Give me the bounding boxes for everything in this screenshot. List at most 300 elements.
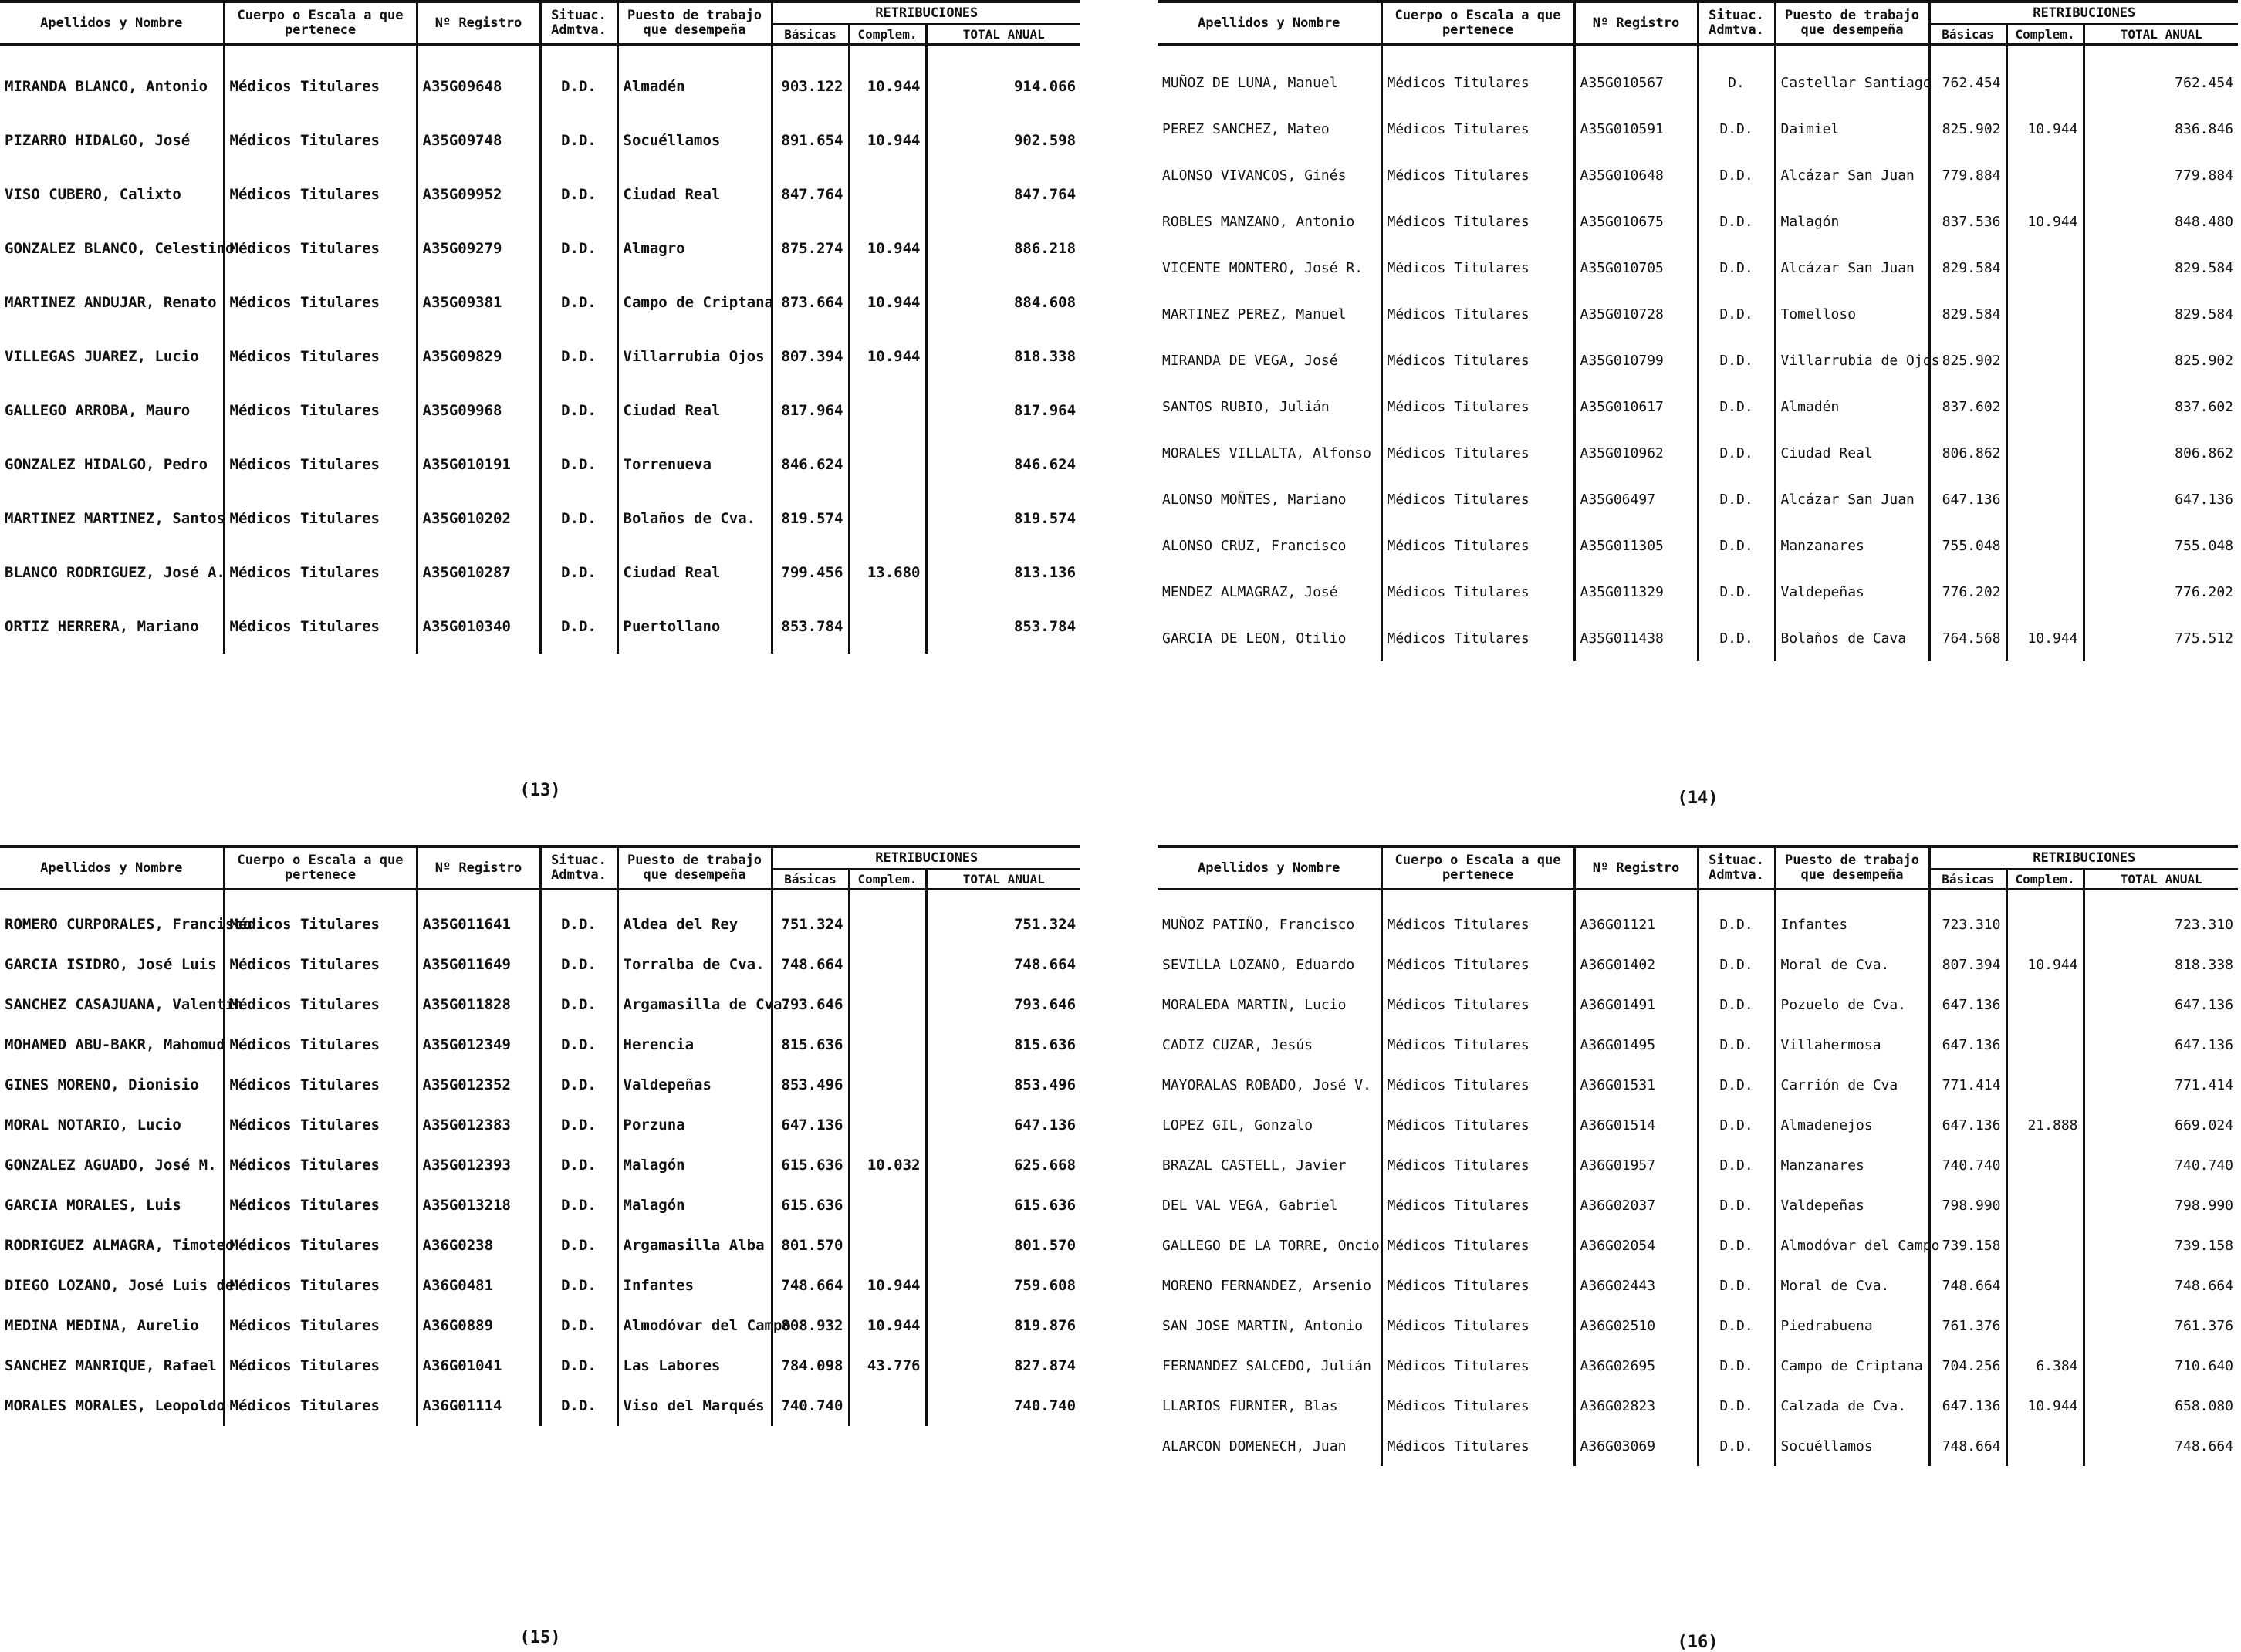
cell-post: Carrión de Cva [1775, 1065, 1929, 1105]
cell-compl [2006, 985, 2084, 1025]
table-row [1158, 476, 2238, 522]
cell-registry: A35G09648 [417, 45, 540, 114]
cell-registry: A35G010567 [1574, 45, 1698, 106]
table-row [1158, 1386, 2238, 1426]
header-registry: Nº Registro [417, 846, 540, 890]
cell-total: 779.884 [2175, 167, 2234, 184]
table-row [0, 1346, 1080, 1386]
table-body [1158, 45, 2238, 662]
cell-registry: A35G012352 [417, 1065, 540, 1105]
cell-corps: Médicos Titulares [1381, 1145, 1574, 1185]
cell-registry: A36G0481 [417, 1265, 540, 1306]
cell-corps: Médicos Titulares [1381, 985, 1574, 1025]
cell-post: Valdepeñas [1775, 1185, 1929, 1225]
table-row [0, 167, 1080, 221]
cell-total: 884.608 [1013, 294, 1077, 311]
cell-corps: Médicos Titulares [224, 45, 417, 114]
cell-registry: A36G01041 [417, 1346, 540, 1386]
cell-basic: 779.884 [1929, 152, 2006, 198]
cell-name: SEVILLA LOZANO, Eduardo [1158, 944, 1381, 985]
cell-corps: Médicos Titulares [224, 1145, 417, 1185]
cell-name: MORALEDA MARTIN, Lucio [1158, 985, 1381, 1025]
cell-status: D.D. [540, 944, 617, 985]
cell-registry: A35G010617 [1574, 383, 1698, 430]
cell-name: GALLEGO ARROBA, Mauro [0, 383, 224, 437]
cell-basic: 837.602 [1929, 383, 2006, 430]
cell-total: 902.598 [1013, 132, 1077, 149]
table-row [0, 383, 1080, 437]
header-corps: Cuerpo o Escala a que pertenece [224, 846, 417, 890]
cell-corps: Médicos Titulares [1381, 476, 1574, 522]
table-row [1158, 985, 2238, 1025]
cell-compl [2006, 522, 2084, 569]
cell-corps: Médicos Titulares [224, 221, 417, 275]
header-corps: Cuerpo o Escala a que pertenece [1381, 846, 1574, 890]
cell-basic: 806.862 [1929, 430, 2006, 476]
staff-salary-table [0, 845, 1080, 1426]
cell-post: Argamasilla Alba [617, 1225, 772, 1265]
page-16-table-panel [1158, 845, 2238, 1466]
cell-name: SANCHEZ CASAJUANA, Valentín [0, 985, 224, 1025]
cell-status: D.D. [540, 1386, 617, 1426]
cell-compl: 10.944 [849, 275, 926, 329]
cell-status: D.D. [540, 1185, 617, 1225]
cell-total: 829.584 [2175, 259, 2234, 276]
cell-status: D.D. [1698, 245, 1775, 291]
cell-registry: A36G01121 [1574, 890, 1698, 945]
cell-name: VICENTE MONTERO, José R. [1158, 245, 1381, 291]
cell-registry: A35G09968 [417, 383, 540, 437]
cell-name: MIRANDA DE VEGA, José [1158, 337, 1381, 383]
cell-post: Alcázar San Juan [1775, 476, 1929, 522]
cell-corps: Médicos Titulares [224, 1025, 417, 1065]
cell-registry: A36G01957 [1574, 1145, 1698, 1185]
cell-post: Tomelloso [1775, 291, 1929, 337]
table-row [0, 329, 1080, 383]
cell-corps: Médicos Titulares [1381, 1306, 1574, 1346]
cell-total: 853.784 [1013, 618, 1077, 635]
cell-status: D.D. [1698, 430, 1775, 476]
cell-name: SAN JOSE MARTIN, Antonio [1158, 1306, 1381, 1346]
cell-corps: Médicos Titulares [1381, 430, 1574, 476]
cell-name: GINES MORENO, Dionisio [0, 1065, 224, 1105]
page-number: (14) [1677, 789, 1719, 808]
cell-post: Almadenejos [1775, 1105, 1929, 1145]
table-row [1158, 1065, 2238, 1105]
cell-registry: A35G012349 [417, 1025, 540, 1065]
cell-basic: 829.584 [1929, 245, 2006, 291]
staff-salary-table [1158, 845, 2238, 1466]
cell-compl: 10.944 [849, 113, 926, 167]
cell-post: Malagón [617, 1185, 772, 1225]
cell-total: 658.080 [2175, 1397, 2234, 1414]
header-pay: RETRIBUCIONES [772, 846, 1080, 869]
cell-corps: Médicos Titulares [224, 383, 417, 437]
header-basic: Básicas [772, 24, 849, 45]
cell-status: D.D. [1698, 1386, 1775, 1426]
cell-compl [2006, 383, 2084, 430]
cell-name: MEDINA MEDINA, Aurelio [0, 1306, 224, 1346]
table-row [1158, 890, 2238, 945]
cell-post: Castellar Santiago [1775, 45, 1929, 106]
cell-total: 813.136 [1013, 564, 1077, 581]
cell-compl [849, 383, 926, 437]
cell-basic: 647.136 [1929, 476, 2006, 522]
cell-registry: A36G02823 [1574, 1386, 1698, 1426]
cell-registry: A35G010202 [417, 492, 540, 546]
table-row [0, 221, 1080, 275]
cell-status: D.D. [540, 45, 617, 114]
cell-post: Ciudad Real [1775, 430, 1929, 476]
cell-compl: 10.944 [2006, 944, 2084, 985]
cell-basic: 647.136 [772, 1105, 849, 1145]
cell-status: D. [1698, 45, 1775, 106]
cell-basic: 723.310 [1929, 890, 2006, 945]
cell-basic: 837.536 [1929, 198, 2006, 245]
cell-status: D.D. [540, 600, 617, 654]
cell-basic: 647.136 [1929, 1386, 2006, 1426]
cell-status: D.D. [540, 546, 617, 600]
cell-name: SANCHEZ MANRIQUE, Rafael [0, 1346, 224, 1386]
header-post: Puesto de trabajo que desempeña [617, 846, 772, 890]
cell-compl [2006, 569, 2084, 615]
cell-status: D.D. [1698, 1346, 1775, 1386]
cell-corps: Médicos Titulares [1381, 1346, 1574, 1386]
cell-basic: 846.624 [772, 437, 849, 492]
cell-compl [849, 1386, 926, 1426]
cell-name: PIZARRO HIDALGO, José [0, 113, 224, 167]
cell-compl: 10.944 [2006, 198, 2084, 245]
cell-total: 776.202 [2175, 583, 2234, 600]
table-row [1158, 198, 2238, 245]
cell-registry: A36G02443 [1574, 1265, 1698, 1306]
header-status: Situac. Admtva. [540, 846, 617, 890]
cell-status: D.D. [540, 329, 617, 383]
cell-status: D.D. [540, 890, 617, 945]
header-status: Situac. Admtva. [1698, 846, 1775, 890]
cell-registry: A36G01491 [1574, 985, 1698, 1025]
cell-post: Torralba de Cva. [617, 944, 772, 985]
cell-registry: A35G010799 [1574, 337, 1698, 383]
cell-basic: 761.376 [1929, 1306, 2006, 1346]
cell-corps: Médicos Titulares [224, 492, 417, 546]
cell-basic: 891.654 [772, 113, 849, 167]
cell-total: 762.454 [2175, 74, 2234, 91]
table-row [1158, 615, 2238, 661]
cell-total: 818.338 [1013, 348, 1077, 365]
header-registry: Nº Registro [1574, 2, 1698, 45]
cell-corps: Médicos Titulares [1381, 245, 1574, 291]
cell-total: 740.740 [2175, 1157, 2234, 1174]
cell-status: D.D. [1698, 383, 1775, 430]
cell-total: 819.574 [1013, 510, 1077, 527]
cell-compl: 10.944 [849, 45, 926, 114]
cell-registry: A36G01114 [417, 1386, 540, 1426]
cell-post: Aldea del Rey [617, 890, 772, 945]
cell-basic: 776.202 [1929, 569, 2006, 615]
cell-corps: Médicos Titulares [1381, 1185, 1574, 1225]
cell-status: D.D. [540, 1145, 617, 1185]
cell-corps: Médicos Titulares [1381, 45, 1574, 106]
cell-name: MOHAMED ABU-BAKR, Mahomud [0, 1025, 224, 1065]
table-row [1158, 1265, 2238, 1306]
cell-compl [849, 492, 926, 546]
cell-corps: Médicos Titulares [1381, 1426, 1574, 1466]
cell-total: 647.136 [1013, 1117, 1077, 1133]
cell-compl [849, 1185, 926, 1225]
cell-name: MORENO FERNANDEZ, Arsenio [1158, 1265, 1381, 1306]
cell-basic: 853.496 [772, 1065, 849, 1105]
cell-name: FERNANDEZ SALCEDO, Julián [1158, 1346, 1381, 1386]
cell-post: Herencia [617, 1025, 772, 1065]
cell-name: MARTINEZ MARTINEZ, Santos [0, 492, 224, 546]
cell-post: Villahermosa [1775, 1025, 1929, 1065]
header-registry: Nº Registro [1574, 846, 1698, 890]
cell-basic: 647.136 [1929, 1025, 2006, 1065]
cell-name: MAYORALAS ROBADO, José V. [1158, 1065, 1381, 1105]
cell-corps: Médicos Titulares [224, 167, 417, 221]
cell-status: D.D. [540, 1065, 617, 1105]
table-row [1158, 1426, 2238, 1466]
header-total: TOTAL ANUAL [2084, 24, 2238, 45]
cell-total: 625.668 [1013, 1157, 1077, 1174]
table-row [1158, 1346, 2238, 1386]
cell-compl [2006, 337, 2084, 383]
cell-basic: 739.158 [1929, 1225, 2006, 1265]
cell-post: Almodóvar del Campo [1775, 1225, 1929, 1265]
cell-registry: A35G010191 [417, 437, 540, 492]
cell-compl [2006, 430, 2084, 476]
cell-name: DEL VAL VEGA, Gabriel [1158, 1185, 1381, 1225]
cell-name: VISO CUBERO, Calixto [0, 167, 224, 221]
table-row [0, 275, 1080, 329]
cell-registry: A35G011329 [1574, 569, 1698, 615]
cell-total: 886.218 [1013, 240, 1077, 257]
cell-total: 815.636 [1013, 1036, 1077, 1053]
cell-basic: 784.098 [772, 1346, 849, 1386]
cell-status: D.D. [1698, 944, 1775, 985]
table-row [1158, 152, 2238, 198]
cell-compl [2006, 476, 2084, 522]
cell-basic: 817.964 [772, 383, 849, 437]
table-row [0, 45, 1080, 114]
header-total: TOTAL ANUAL [926, 869, 1080, 890]
cell-post: Villarrubia Ojos [617, 329, 772, 383]
cell-status: D.D. [1698, 1185, 1775, 1225]
cell-total: 817.964 [1013, 402, 1077, 419]
cell-status: D.D. [1698, 106, 1775, 152]
cell-post: Socuéllamos [617, 113, 772, 167]
cell-name: GALLEGO DE LA TORRE, Oncio [1158, 1225, 1381, 1265]
cell-corps: Médicos Titulares [224, 113, 417, 167]
cell-name: MARTINEZ PEREZ, Manuel [1158, 291, 1381, 337]
cell-name: CADIZ CUZAR, Jesús [1158, 1025, 1381, 1065]
cell-total: 793.646 [1013, 996, 1077, 1013]
page-13-table-panel [0, 0, 1080, 654]
cell-basic: 825.902 [1929, 106, 2006, 152]
cell-registry: A35G09381 [417, 275, 540, 329]
cell-post: Infantes [617, 1265, 772, 1306]
table-row [0, 985, 1080, 1025]
cell-compl [849, 1025, 926, 1065]
table-row [1158, 337, 2238, 383]
cell-compl [849, 1225, 926, 1265]
cell-total: 825.902 [2175, 352, 2234, 369]
cell-compl [849, 944, 926, 985]
cell-basic: 807.394 [772, 329, 849, 383]
cell-post: Bolaños de Cva. [617, 492, 772, 546]
cell-name: GARCIA DE LEON, Otilio [1158, 615, 1381, 661]
cell-name: VILLEGAS JUAREZ, Lucio [0, 329, 224, 383]
cell-basic: 829.584 [1929, 291, 2006, 337]
cell-corps: Médicos Titulares [224, 1105, 417, 1145]
cell-registry: A36G01514 [1574, 1105, 1698, 1145]
cell-basic: 903.122 [772, 45, 849, 114]
table-row [1158, 430, 2238, 476]
cell-compl [2006, 1065, 2084, 1105]
cell-corps: Médicos Titulares [224, 1065, 417, 1105]
cell-compl: 10.944 [2006, 106, 2084, 152]
cell-post: Villarrubia de Ojos [1775, 337, 1929, 383]
cell-name: MIRANDA BLANCO, Antonio [0, 45, 224, 114]
header-post: Puesto de trabajo que desempeña [1775, 846, 1929, 890]
cell-total: 669.024 [2175, 1117, 2234, 1133]
cell-total: 775.512 [2175, 630, 2234, 647]
table-row [1158, 1145, 2238, 1185]
header-name: Apellidos y Nombre [0, 846, 224, 890]
cell-registry: A36G03069 [1574, 1426, 1698, 1466]
cell-registry: A35G010705 [1574, 245, 1698, 291]
cell-registry: A35G012383 [417, 1105, 540, 1145]
cell-corps: Médicos Titulares [1381, 615, 1574, 661]
cell-post: Malagón [1775, 198, 1929, 245]
table-row [1158, 1225, 2238, 1265]
cell-name: MORALES VILLALTA, Alfonso [1158, 430, 1381, 476]
table-row [1158, 106, 2238, 152]
header-corps: Cuerpo o Escala a que pertenece [1381, 2, 1574, 45]
cell-name: BRAZAL CASTELL, Javier [1158, 1145, 1381, 1185]
cell-post: Daimiel [1775, 106, 1929, 152]
cell-total: 647.136 [2175, 491, 2234, 508]
staff-salary-table [0, 0, 1080, 654]
cell-post: Pozuelo de Cva. [1775, 985, 1929, 1025]
cell-basic: 704.256 [1929, 1346, 2006, 1386]
cell-total: 836.846 [2175, 120, 2234, 137]
header-compl: Complem. [2006, 24, 2084, 45]
cell-compl [849, 985, 926, 1025]
cell-status: D.D. [540, 1306, 617, 1346]
header-total: TOTAL ANUAL [926, 24, 1080, 45]
table-body [0, 890, 1080, 1427]
cell-corps: Médicos Titulares [224, 437, 417, 492]
cell-total: 739.158 [2175, 1237, 2234, 1254]
cell-registry: A36G01531 [1574, 1065, 1698, 1105]
cell-registry: A36G02054 [1574, 1225, 1698, 1265]
cell-post: Almadén [1775, 383, 1929, 430]
cell-compl [2006, 152, 2084, 198]
cell-compl [2006, 291, 2084, 337]
cell-registry: A36G02695 [1574, 1346, 1698, 1386]
cell-post: Ciudad Real [617, 167, 772, 221]
cell-status: D.D. [1698, 985, 1775, 1025]
header-status: Situac. Admtva. [540, 2, 617, 45]
cell-post: Almadén [617, 45, 772, 114]
table-row [1158, 1025, 2238, 1065]
cell-corps: Médicos Titulares [1381, 1065, 1574, 1105]
cell-total: 801.570 [1013, 1237, 1077, 1254]
cell-status: D.D. [540, 275, 617, 329]
cell-registry: A36G0889 [417, 1306, 540, 1346]
cell-total: 853.496 [1013, 1076, 1077, 1093]
cell-post: Torrenueva [617, 437, 772, 492]
cell-registry: A35G010340 [417, 600, 540, 654]
cell-name: ALONSO CRUZ, Francisco [1158, 522, 1381, 569]
cell-basic: 807.394 [1929, 944, 2006, 985]
cell-corps: Médicos Titulares [224, 1346, 417, 1386]
table-row [0, 1105, 1080, 1145]
cell-post: Manzanares [1775, 1145, 1929, 1185]
cell-total: 710.640 [2175, 1357, 2234, 1374]
cell-compl: 10.944 [849, 1306, 926, 1346]
table-row [0, 1065, 1080, 1105]
cell-status: D.D. [540, 492, 617, 546]
cell-status: D.D. [540, 985, 617, 1025]
cell-registry: A36G02510 [1574, 1306, 1698, 1346]
header-name: Apellidos y Nombre [1158, 2, 1381, 45]
cell-post: Infantes [1775, 890, 1929, 945]
cell-compl: 10.032 [849, 1145, 926, 1185]
cell-name: GONZALEZ AGUADO, José M. [0, 1145, 224, 1185]
cell-registry: A35G011305 [1574, 522, 1698, 569]
cell-status: D.D. [1698, 476, 1775, 522]
cell-corps: Médicos Titulares [1381, 522, 1574, 569]
cell-total: 829.584 [2175, 306, 2234, 323]
staff-salary-table [1158, 0, 2238, 661]
cell-total: 771.414 [2175, 1076, 2234, 1093]
cell-total: 848.480 [2175, 213, 2234, 230]
cell-status: D.D. [540, 167, 617, 221]
cell-registry: A35G010962 [1574, 430, 1698, 476]
cell-compl [849, 1065, 926, 1105]
cell-basic: 740.740 [1929, 1145, 2006, 1185]
cell-corps: Médicos Titulares [224, 329, 417, 383]
cell-total: 748.664 [2175, 1437, 2234, 1454]
cell-total: 806.862 [2175, 444, 2234, 461]
cell-post: Campo de Criptana [617, 275, 772, 329]
cell-total: 647.136 [2175, 1036, 2234, 1053]
cell-post: Valdepeñas [617, 1065, 772, 1105]
cell-registry: A35G011828 [417, 985, 540, 1025]
cell-compl: 43.776 [849, 1346, 926, 1386]
cell-status: D.D. [1698, 569, 1775, 615]
cell-name: GARCIA ISIDRO, José Luis [0, 944, 224, 985]
table-row [0, 546, 1080, 600]
cell-basic: 748.664 [1929, 1426, 2006, 1466]
table-row [1158, 944, 2238, 985]
cell-name: ROMERO CURPORALES, Francisco [0, 890, 224, 945]
cell-compl: 13.680 [849, 546, 926, 600]
cell-name: GARCIA MORALES, Luis [0, 1185, 224, 1225]
cell-basic: 799.456 [772, 546, 849, 600]
cell-status: D.D. [540, 221, 617, 275]
header-compl: Complem. [2006, 869, 2084, 890]
cell-post: Ciudad Real [617, 383, 772, 437]
cell-compl [849, 167, 926, 221]
cell-basic: 615.636 [772, 1185, 849, 1225]
cell-compl: 10.944 [849, 221, 926, 275]
cell-corps: Médicos Titulares [224, 1265, 417, 1306]
table-row [1158, 245, 2238, 291]
